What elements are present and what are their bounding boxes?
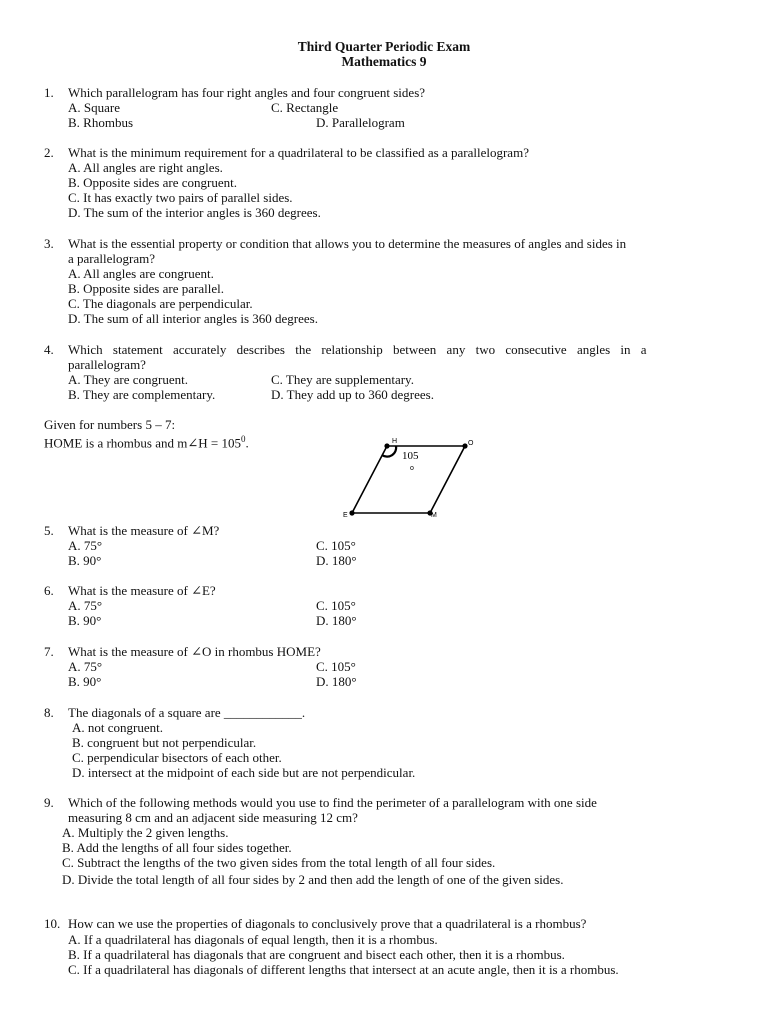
- question-stem-line-2: parallelogram?: [68, 357, 146, 372]
- vertex-h-dot: [384, 443, 389, 448]
- option-b: B. Rhombus: [68, 115, 134, 130]
- option-c: C. Subtract the lengths of the two given sides from the total length of all four sides.: [62, 855, 496, 870]
- option-a: A. Multiply the 2 given lengths.: [62, 825, 229, 840]
- option-a: A. All angles are congruent.: [68, 266, 214, 281]
- question-stem: What is the measure of ∠O in rhombus HOME?: [68, 644, 321, 659]
- exam-title: Third Quarter Periodic Exam: [297, 39, 471, 54]
- question-number: 1.: [44, 85, 54, 100]
- option-b: B. Add the lengths of all four sides together.: [62, 840, 292, 855]
- question-number: 9.: [44, 795, 54, 810]
- option-c: C. If a quadrilateral has diagonals of different lengths that intersect at an acute angle, then it is a rhombus.: [68, 962, 619, 977]
- option-b: B. congruent but not perpendicular.: [72, 735, 257, 750]
- option-c: C. They are supplementary.: [271, 372, 414, 387]
- option-b: B. If a quadrilateral has diagonals that are congruent and bisect each other, then it is a rhombus.: [68, 947, 565, 962]
- option-a: A. They are congruent.: [68, 372, 188, 387]
- option-c: C. Rectangle: [271, 100, 339, 115]
- option-c: C. 105°: [316, 598, 356, 613]
- vertex-label-h: H: [392, 438, 398, 445]
- option-c: C. 105°: [316, 659, 356, 674]
- exam-subject: Mathematics 9: [341, 54, 427, 69]
- question-number: 6.: [44, 583, 54, 598]
- option-a: A. If a quadrilateral has diagonals of equal length, then it is a rhombus.: [68, 932, 438, 947]
- vertex-e-dot: [349, 510, 354, 515]
- option-d: D. They add up to 360 degrees.: [271, 387, 434, 402]
- question-number: 7.: [44, 644, 54, 659]
- question-number: 3.: [44, 236, 54, 251]
- given-line-2: [44, 432, 249, 450]
- vertex-label-o: O: [468, 440, 474, 447]
- option-b: B. Opposite sides are congruent.: [68, 175, 237, 190]
- vertex-o-dot: [462, 443, 467, 448]
- option-a: A. not congruent.: [72, 720, 163, 735]
- question-stem-line-1: Which of the following methods would you use to find the perimeter of a parallelogram with one side: [68, 795, 597, 810]
- option-d: D. 180°: [316, 613, 357, 628]
- option-d: D. 180°: [316, 674, 357, 689]
- option-d: D. 180°: [316, 553, 357, 568]
- angle-degree-mark: o: [410, 465, 414, 472]
- question-number: 5.: [44, 523, 54, 538]
- option-a: A. 75°: [68, 598, 103, 613]
- option-c: C. It has exactly two pairs of parallel sides.: [68, 190, 293, 205]
- option-b: B. 90°: [68, 613, 102, 628]
- question-number: 8.: [44, 705, 54, 720]
- option-c: C. 105°: [316, 538, 356, 553]
- option-b: B. 90°: [68, 553, 102, 568]
- question-stem-line-1: Which statement accurately describes the relationship between any two consecutive angles in a: [68, 342, 647, 357]
- question-stem: What is the measure of ∠M?: [68, 523, 220, 538]
- given-period: .: [245, 435, 249, 451]
- vertex-label-e: E: [343, 512, 348, 519]
- option-d: D. The sum of all interior angles is 360 degrees.: [68, 311, 318, 326]
- option-b: B. They are complementary.: [68, 387, 216, 402]
- rhombus-figure: [330, 432, 490, 526]
- option-c: C. perpendicular bisectors of each other.: [72, 750, 282, 765]
- option-d: D. intersect at the midpoint of each side but are not perpendicular.: [72, 765, 416, 780]
- option-d: D. The sum of the interior angles is 360 degrees.: [68, 205, 321, 220]
- option-d: D. Divide the total length of all four sides by 2 and then add the length of one of the given sides.: [62, 872, 564, 887]
- question-number: 2.: [44, 145, 54, 160]
- question-stem: Which parallelogram has four right angles and four congruent sides?: [68, 85, 426, 100]
- question-stem-line-2: a parallelogram?: [68, 251, 155, 266]
- question-stem: What is the minimum requirement for a quadrilateral to be classified as a parallelogram?: [68, 145, 529, 160]
- question-number: 10.: [44, 916, 61, 931]
- option-a: A. 75°: [68, 659, 103, 674]
- option-b: B. 90°: [68, 674, 102, 689]
- question-stem-line-2: measuring 8 cm and an adjacent side measuring 12 cm?: [68, 810, 358, 825]
- option-a: A. All angles are right angles.: [68, 160, 223, 175]
- question-number: 4.: [44, 342, 54, 357]
- question-stem: The diagonals of a square are ____________.: [68, 705, 306, 720]
- given-statement: HOME is a rhombus and m∠H = 105: [44, 435, 241, 451]
- question-stem: What is the measure of ∠E?: [68, 583, 216, 598]
- question-stem: How can we use the properties of diagonals to conclusively prove that a quadrilateral is a rhombus?: [68, 916, 587, 931]
- option-a: A. 75°: [68, 538, 103, 553]
- option-b: B. Opposite sides are parallel.: [68, 281, 224, 296]
- degree-superscript: 0: [240, 434, 246, 444]
- option-a: A. Square: [68, 100, 120, 115]
- vertex-label-m: M: [431, 512, 437, 519]
- given-line-1: Given for numbers 5 – 7:: [44, 417, 176, 432]
- option-d: D. Parallelogram: [316, 115, 405, 130]
- question-stem-line-1: What is the essential property or condition that allows you to determine the measures of angles and sides in: [68, 236, 627, 251]
- angle-label: 105: [402, 450, 419, 462]
- option-c: C. The diagonals are perpendicular.: [68, 296, 253, 311]
